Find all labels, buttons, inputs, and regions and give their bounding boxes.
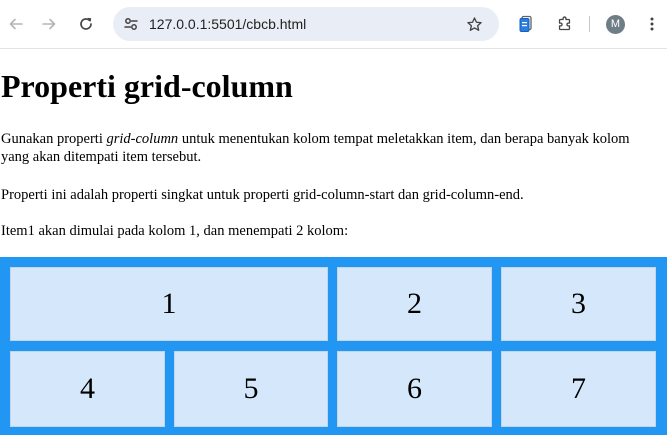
address-bar[interactable] bbox=[113, 7, 499, 41]
more-vertical-icon bbox=[644, 16, 660, 32]
arrow-left-icon bbox=[8, 16, 24, 32]
grid-item-2: 2 bbox=[337, 267, 492, 341]
intro-property-name: grid-column bbox=[106, 131, 179, 147]
grid-item-3: 3 bbox=[501, 267, 656, 341]
intro-text-end: untuk menentukan kolom tempat meletakkan item, dan berapa banyak kolom bbox=[178, 131, 630, 147]
back-button[interactable] bbox=[3, 11, 29, 37]
browser-menu-button[interactable] bbox=[641, 13, 663, 35]
toolbar-divider bbox=[589, 16, 590, 32]
reload-icon bbox=[78, 16, 94, 32]
shorthand-paragraph: Properti ini adalah properti singkat untuk properti grid-column-start dan grid-column-end. bbox=[1, 187, 524, 203]
extensions-menu-button[interactable] bbox=[553, 13, 575, 35]
profile-avatar[interactable]: M bbox=[606, 15, 625, 34]
page-content bbox=[0, 49, 667, 435]
forward-button[interactable] bbox=[36, 11, 62, 37]
page-title: Properti grid-column bbox=[1, 68, 293, 104]
arrow-right-icon bbox=[41, 16, 57, 32]
url-text[interactable]: 127.0.0.1:5501/cbcb.html bbox=[149, 16, 307, 32]
intro-text-line2: yang akan ditempati item tersebut. bbox=[1, 149, 202, 165]
item1-paragraph: Item1 akan dimulai pada kolom 1, dan menempati 2 kolom: bbox=[1, 223, 349, 239]
browser-toolbar bbox=[0, 0, 667, 49]
tune-icon bbox=[123, 16, 139, 32]
puzzle-icon bbox=[556, 16, 573, 33]
grid-item-7: 7 bbox=[501, 351, 656, 427]
intro-text-start: Gunakan properti bbox=[1, 131, 107, 147]
grid-item-1: 1 bbox=[10, 267, 328, 341]
document-icon bbox=[518, 15, 534, 33]
star-icon bbox=[466, 16, 483, 33]
grid-item-4: 4 bbox=[10, 351, 165, 427]
grid-item-6: 6 bbox=[337, 351, 492, 427]
site-info-button[interactable] bbox=[121, 14, 141, 34]
bookmark-button[interactable] bbox=[463, 13, 485, 35]
reload-button[interactable] bbox=[73, 11, 99, 37]
intro-paragraph bbox=[1, 130, 630, 166]
extension-button[interactable] bbox=[515, 13, 537, 35]
grid-container bbox=[0, 257, 667, 435]
grid-item-5: 5 bbox=[174, 351, 328, 427]
